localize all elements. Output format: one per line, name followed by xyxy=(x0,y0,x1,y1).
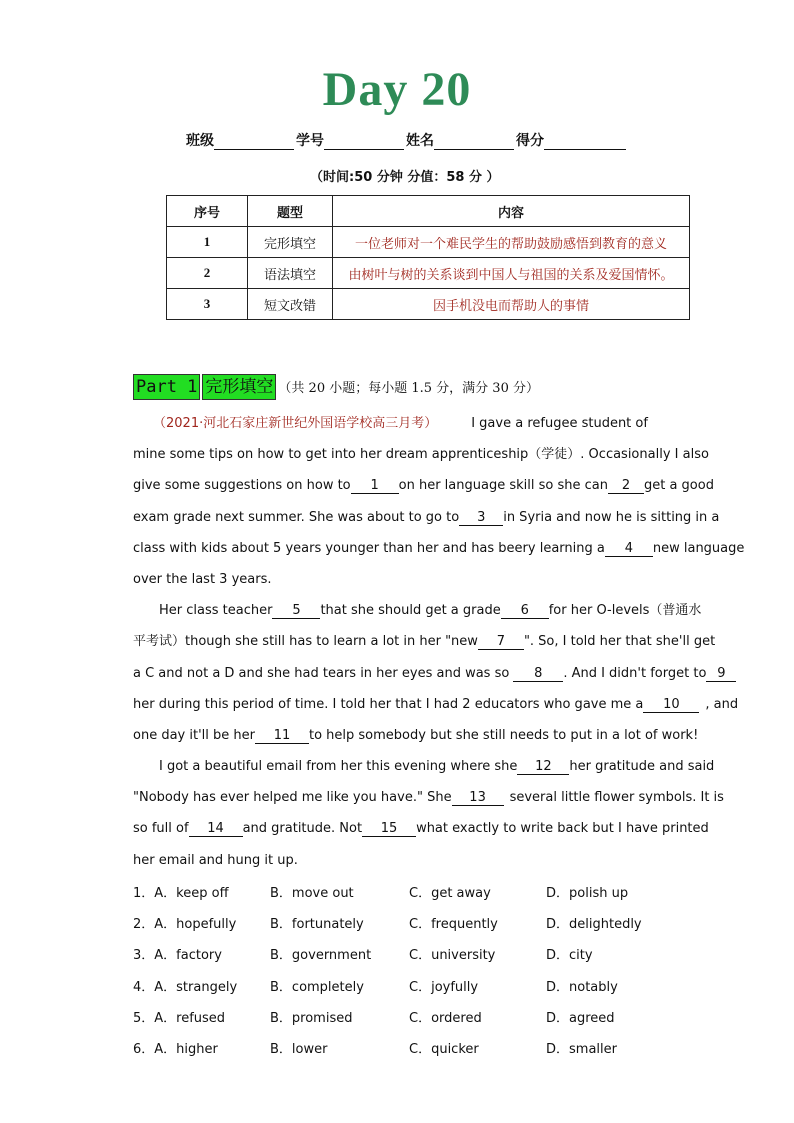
passage-line xyxy=(133,408,663,439)
option-a[interactable]: 6．A．higher xyxy=(133,1041,218,1057)
passage-text: her during this period of time. I told her that I had 2 educators who gave me a xyxy=(133,696,644,712)
passage-line xyxy=(133,533,745,564)
passage-line xyxy=(133,689,739,720)
option-c[interactable]: C．ordered xyxy=(409,1010,482,1026)
row-no: 1 xyxy=(167,227,248,258)
passage-text: several little flower symbols. It is xyxy=(509,790,724,806)
option-d[interactable]: D．notably xyxy=(546,979,618,995)
option-b[interactable]: B．move out xyxy=(270,886,354,901)
passage-text: exam grade next summer. She was about to go to xyxy=(133,509,460,525)
passage-line xyxy=(133,626,716,657)
blank-8[interactable]: 8 xyxy=(513,667,563,682)
passage-text: new language xyxy=(652,540,745,556)
passage-text: to help somebody but she still needs to put in a lot of work! xyxy=(308,727,699,743)
blank-14[interactable]: 14 xyxy=(189,822,243,837)
row-type: 完形填空 xyxy=(248,227,333,258)
score-blank xyxy=(544,135,626,150)
row-content: 由树叶与树的关系谈到中国人与祖国的关系及爱国情怀。 xyxy=(333,258,690,289)
part-label: Part 1 xyxy=(133,374,200,400)
passage-line xyxy=(133,813,709,844)
passage-line: over the last 3 years. xyxy=(133,571,272,587)
passage-text: 平考试）though she still has to learn a lot in her "new xyxy=(133,634,478,650)
passage-text: give some suggestions on how to xyxy=(133,478,351,494)
passage-line xyxy=(133,502,720,533)
option-a[interactable]: 4．A．strangely xyxy=(133,979,238,995)
option-d[interactable]: D．polish up xyxy=(546,886,629,901)
option-b[interactable]: B．promised xyxy=(270,1010,353,1026)
option-c[interactable]: C．quicker xyxy=(409,1041,479,1057)
option-c[interactable]: C．university xyxy=(409,948,496,964)
part-title: 完形填空 xyxy=(202,374,276,400)
row-type: 语法填空 xyxy=(248,258,333,289)
row-no: 2 xyxy=(167,258,248,289)
passage-text: I got a beautiful email from her this evening where she xyxy=(159,759,518,775)
passage-line xyxy=(133,720,699,751)
student-info-line xyxy=(186,130,628,150)
part-note: （共 20 小题；每小题 1.5 分，满分 30 分） xyxy=(278,381,539,396)
id-blank xyxy=(324,135,404,150)
option-b[interactable]: B．government xyxy=(270,948,372,964)
passage-line xyxy=(133,595,702,626)
blank-12[interactable]: 12 xyxy=(517,760,569,775)
time-score-info: （时间:50 分钟 分值：58 分 ） xyxy=(310,170,500,185)
blank-2[interactable]: 2 xyxy=(608,479,644,494)
row-content: 因手机没电而帮助人的事情 xyxy=(333,289,690,320)
option-b[interactable]: B．fortunately xyxy=(270,917,364,933)
option-a[interactable]: 2．A．hopefully xyxy=(133,917,237,933)
option-b[interactable]: B．completely xyxy=(270,979,364,995)
blank-3[interactable]: 3 xyxy=(459,511,503,526)
option-d[interactable]: D．city xyxy=(546,948,593,964)
table-row xyxy=(167,258,690,289)
passage-text: her gratitude and said xyxy=(569,759,715,775)
passage-line xyxy=(133,470,714,501)
passage-source: （2021·河北石家庄新世纪外国语学校高三月考） xyxy=(153,416,438,431)
row-type: 短文改错 xyxy=(248,289,333,320)
passage-text: class with kids about 5 years younger than her and has beery learning a xyxy=(133,540,605,556)
passage-text: a C and not a D and she had tears in her eyes and was so xyxy=(133,665,510,681)
class-label: 班级 xyxy=(186,133,214,149)
option-b[interactable]: B．lower xyxy=(270,1041,328,1057)
blank-7[interactable]: 7 xyxy=(478,635,524,650)
name-label: 姓名 xyxy=(406,133,434,149)
passage-line: her email and hung it up. xyxy=(133,852,298,868)
passage-text: on her language skill so she can xyxy=(398,478,608,494)
row-content: 一位老师对一个难民学生的帮助鼓励感悟到教育的意义 xyxy=(333,227,690,258)
blank-10[interactable]: 10 xyxy=(643,698,699,713)
passage-text: "Nobody has ever helped me like you have." She xyxy=(133,790,452,806)
header-no: 序号 xyxy=(167,196,248,227)
id-label: 学号 xyxy=(296,133,324,149)
row-no: 3 xyxy=(167,289,248,320)
passage-text: that she should get a grade xyxy=(320,603,501,619)
passage-text: what exactly to write back but I have printed xyxy=(416,821,709,837)
summary-table xyxy=(166,195,690,320)
class-blank xyxy=(214,135,294,150)
passage-line xyxy=(133,658,726,689)
blank-4[interactable]: 4 xyxy=(605,542,653,557)
option-c[interactable]: C．get away xyxy=(409,886,491,901)
option-c[interactable]: C．frequently xyxy=(409,917,498,933)
blank-9[interactable]: 9 xyxy=(706,667,736,682)
passage-line xyxy=(133,782,724,813)
passage-text: ". So, I told her that she'll get xyxy=(523,634,716,650)
option-c[interactable]: C．joyfully xyxy=(409,979,479,995)
page-title: Day 20 xyxy=(322,63,472,116)
option-d[interactable]: D．agreed xyxy=(546,1010,615,1026)
option-a[interactable]: 5．A．refused xyxy=(133,1010,226,1026)
table-row xyxy=(167,289,690,320)
passage-text: I gave a refugee student of xyxy=(471,416,648,431)
passage-text: one day it'll be her xyxy=(133,727,255,743)
passage-text: . And I didn't forget to xyxy=(563,665,707,681)
part1-heading xyxy=(133,374,539,400)
passage-text: in Syria and now he is sitting in a xyxy=(503,509,720,525)
blank-1[interactable]: 1 xyxy=(351,479,399,494)
header-type: 题型 xyxy=(248,196,333,227)
passage-line: mine some tips on how to get into her dream apprenticeship（学徒）. Occasionally I also xyxy=(133,447,709,463)
blank-6[interactable]: 6 xyxy=(501,604,549,619)
option-d[interactable]: D．smaller xyxy=(546,1041,617,1057)
option-a[interactable]: 3．A．factory xyxy=(133,948,222,964)
blank-15[interactable]: 15 xyxy=(362,822,416,837)
option-a[interactable]: 1．A．keep off xyxy=(133,886,229,901)
blank-11[interactable]: 11 xyxy=(255,729,309,744)
header-content: 内容 xyxy=(333,196,690,227)
option-d[interactable]: D．delightedly xyxy=(546,917,642,933)
name-blank xyxy=(434,135,514,150)
blank-5[interactable]: 5 xyxy=(272,604,320,619)
passage-text: so full of xyxy=(133,821,189,837)
blank-13[interactable]: 13 xyxy=(452,791,504,806)
passage-line xyxy=(133,751,715,782)
passage-text: , and xyxy=(705,696,739,712)
passage-text: and gratitude. Not xyxy=(242,821,363,837)
score-label: 得分 xyxy=(516,133,544,149)
table-header-row xyxy=(167,196,690,227)
cloze-passage xyxy=(133,408,745,876)
passage-text: for her O-levels（普通水 xyxy=(548,603,702,619)
table-row xyxy=(167,227,690,258)
passage-text: get a good xyxy=(643,478,714,494)
passage-text: Her class teacher xyxy=(159,603,273,619)
